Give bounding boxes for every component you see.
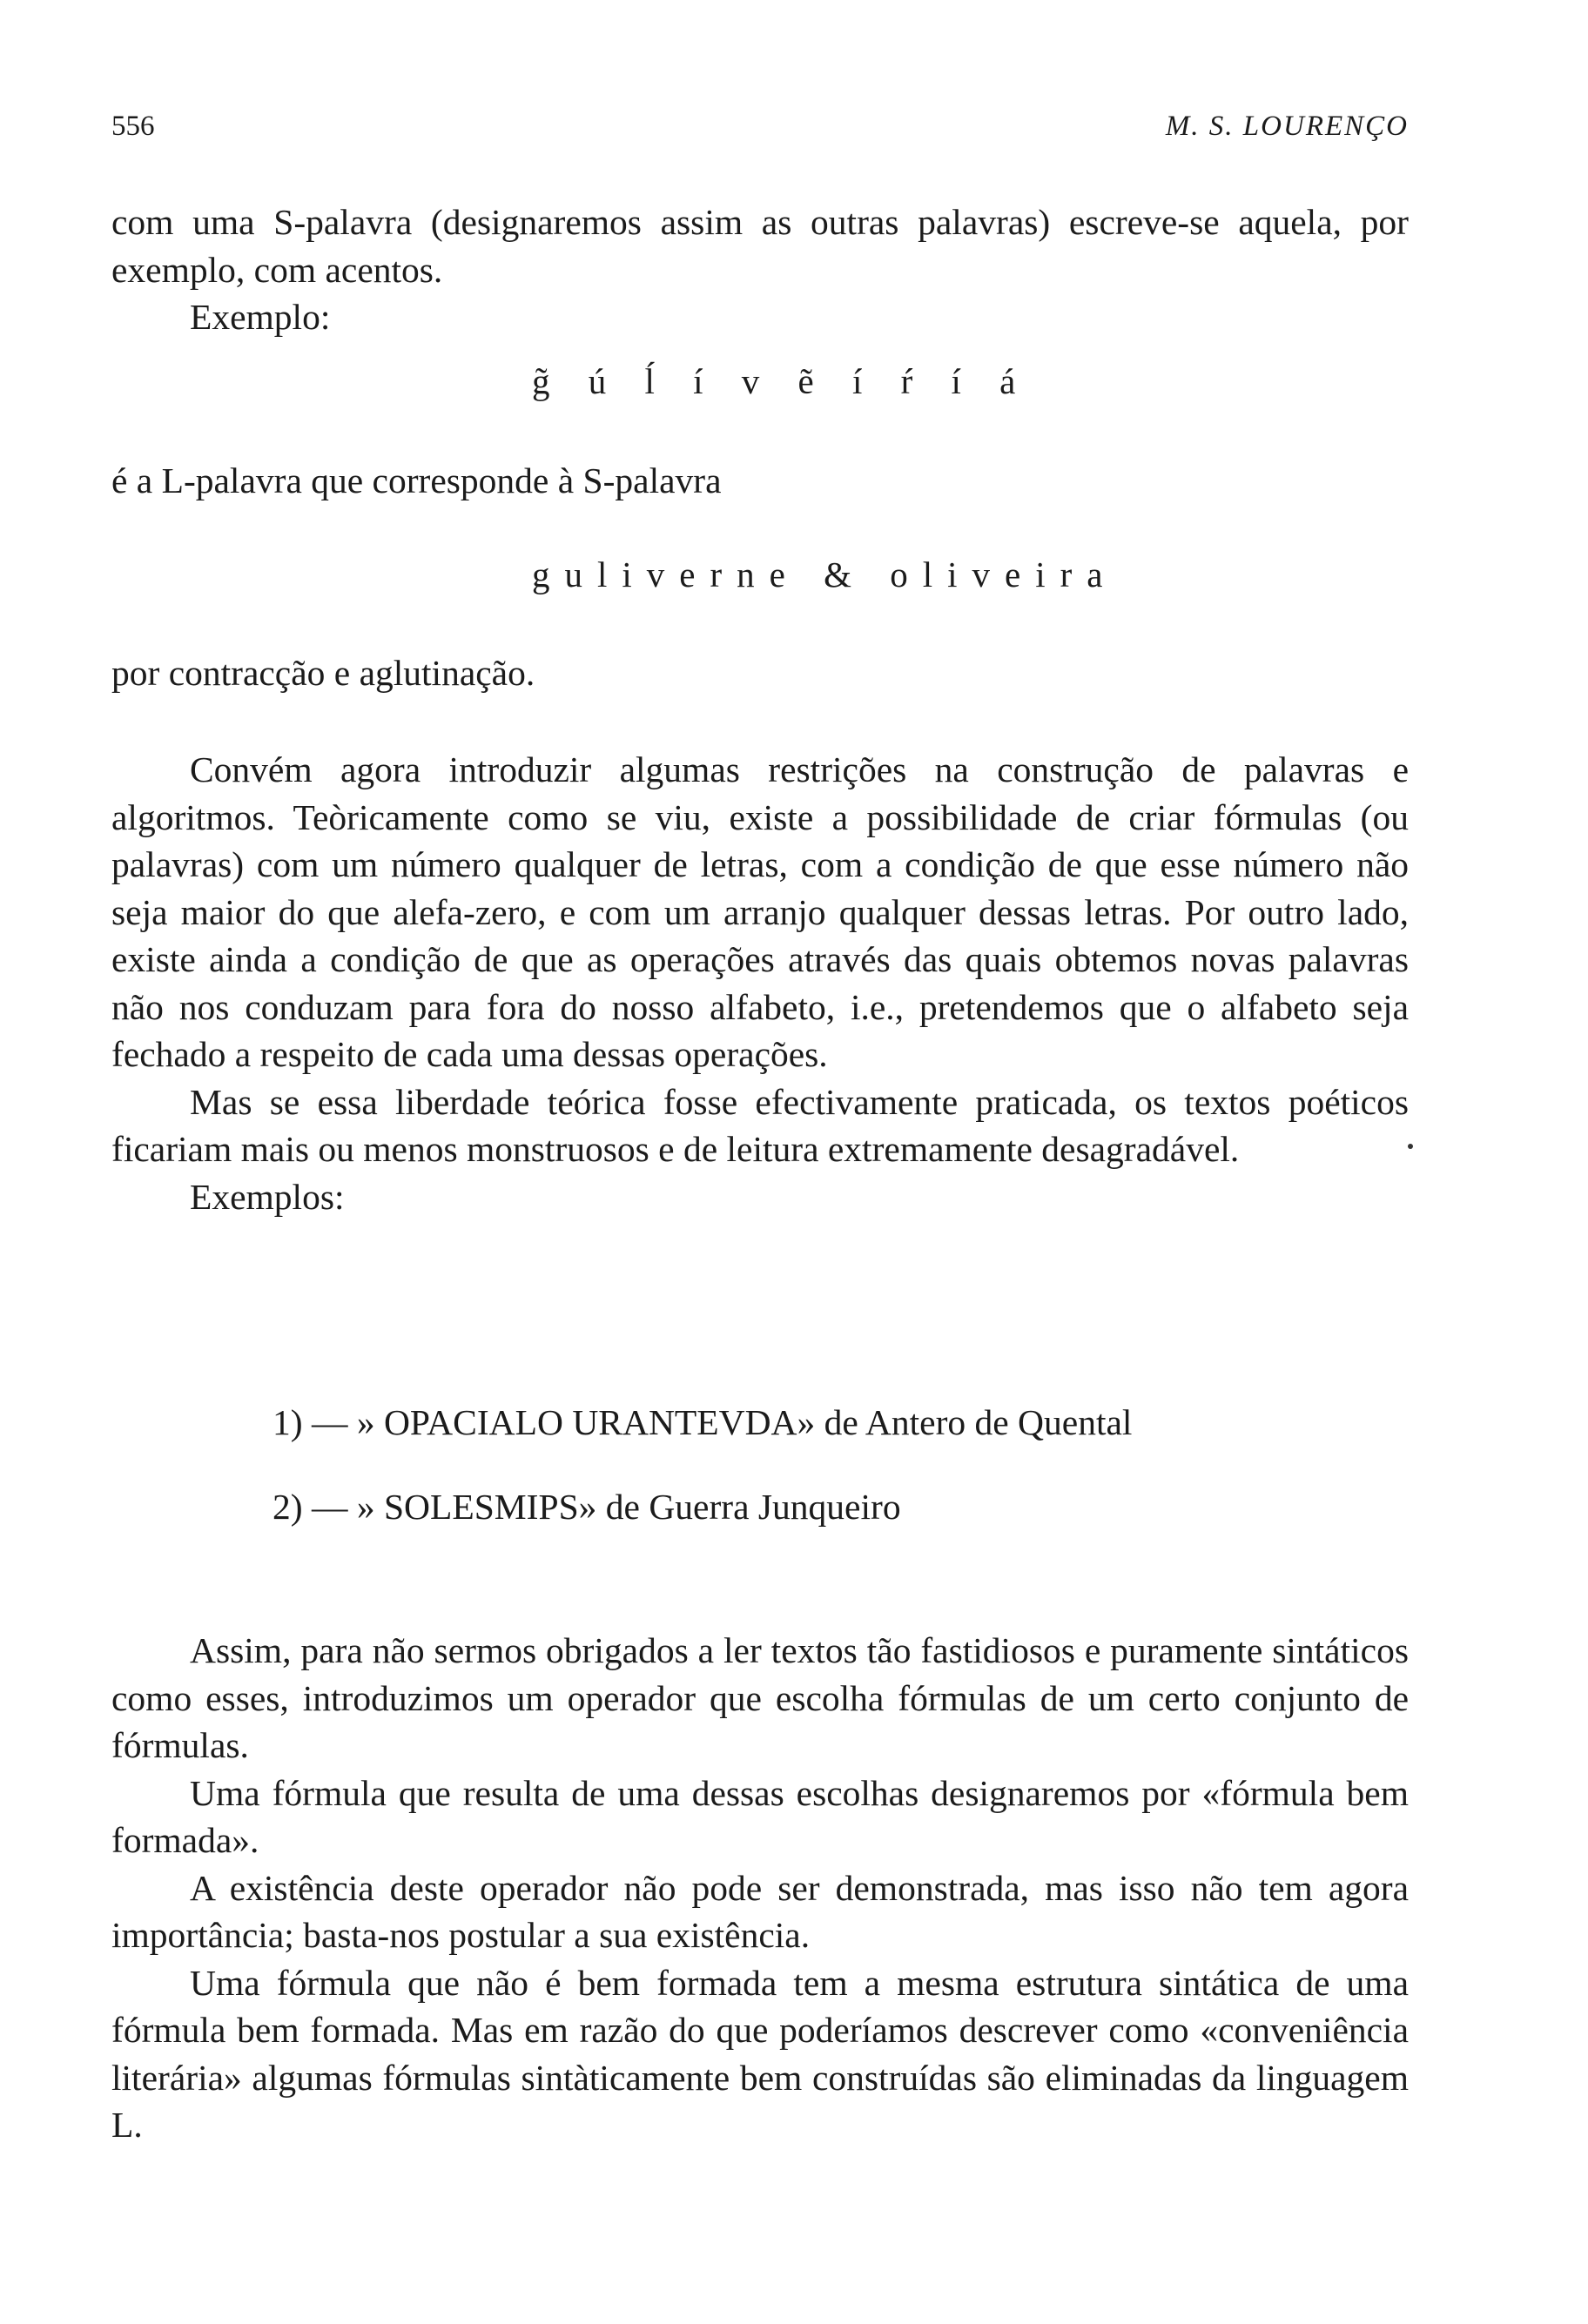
page-header xyxy=(111,111,1409,154)
document-page xyxy=(111,0,1409,2324)
body-block xyxy=(111,746,1409,1220)
paragraph: é a L-palavra que corresponde à S-palavra xyxy=(111,460,722,500)
example-item: 1) — » OPACIALO URANTEVDA» de Antero de Quental xyxy=(273,1402,1133,1442)
page-number: 556 xyxy=(111,111,155,142)
s-word-example: guliverne & oliveira xyxy=(532,554,1118,594)
paragraph: Mas se essa liberdade teórica fosse efectivamente praticada, os textos poéticos ficariam mais ou menos monstruosos e de leitura extremamente desagradável. xyxy=(111,1081,1409,1169)
paragraph-block xyxy=(111,649,1409,697)
opening-block xyxy=(111,198,1409,341)
paragraph-block xyxy=(111,457,1409,505)
body-block xyxy=(111,1627,1409,2149)
paragraph: Convém agora introduzir algumas restrições na construção de palavras e algoritmos. Teòricamente como se viu, existe a possibilidade de criar fórmulas (ou palavras) com um número qualquer de letras, com a condição de que esse número não seja maior do que alefa-zero, e com um arranjo qualquer dessas letras. Por outro lado, existe ainda a condição de que as operações através das quais obtemos novas palavras não nos conduzam para fora do nosso alfabeto, i.e., pretendemos que o alfabeto seja fechado a respeito de cada uma dessas operações. xyxy=(111,749,1409,1074)
paragraph: A existência deste operador não pode ser demonstrada, mas isso não tem agora importância; basta-nos postular a sua existência. xyxy=(111,1867,1409,1955)
paragraph: com uma S-palavra (designaremos assim as outras palavras) escreve-se aquela, por exemplo, com acentos. xyxy=(111,202,1409,290)
l-word-example: g̃ ú ĺ í v ẽ í ŕ í á xyxy=(532,361,1031,401)
paragraph: Uma fórmula que não é bem formada tem a mesma estrutura sintática de uma fórmula bem formada. Mas em razão do que poderíamos descrever como «conveniência literária» algumas fórmulas sintàticamente bem construídas são eliminadas da linguagem L. xyxy=(111,1962,1409,2145)
paragraph: por contracção e aglutinação. xyxy=(111,653,535,693)
exemplos-label: Exemplos: xyxy=(190,1176,345,1217)
paragraph: Assim, para não sermos obrigados a ler textos tão fastidiosos e puramente sintáticos como esses, introduzimos um operador que escolha fórmulas de um certo conjunto de fórmulas. xyxy=(111,1630,1409,1765)
example-item: 2) — » SOLESMIPS» de Guerra Junqueiro xyxy=(273,1487,901,1527)
paragraph: Uma fórmula que resulta de uma dessas escolhas designaremos por «fórmula bem formada». xyxy=(111,1772,1409,1860)
exemplo-label: Exemplo: xyxy=(190,297,331,337)
running-head: M. S. LOURENÇO xyxy=(1165,111,1409,142)
margin-speck xyxy=(1408,1144,1413,1149)
